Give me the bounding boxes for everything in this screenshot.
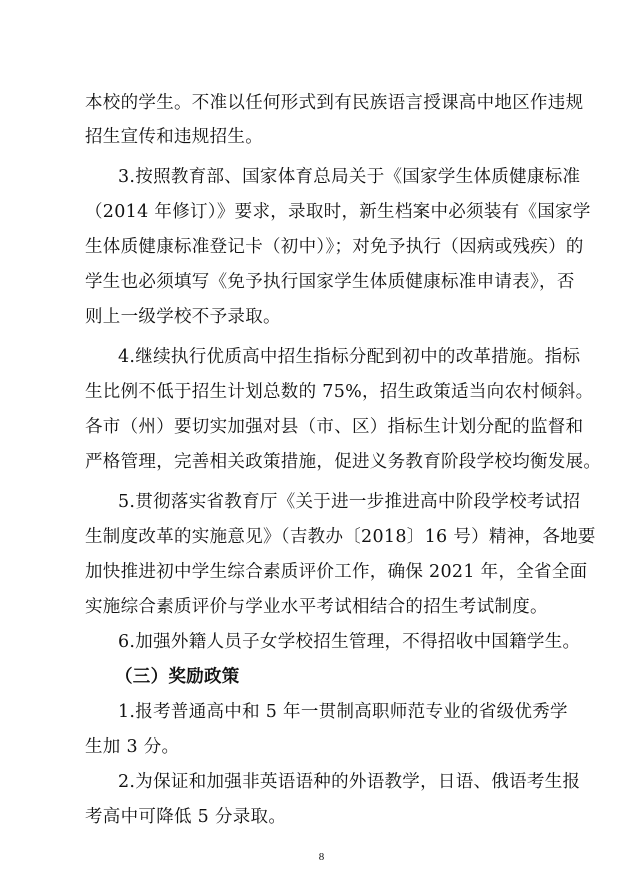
paragraph-first-line: 4.继续执行优质高中招生指标分配到初中的改革措施。指标 [118, 347, 581, 367]
text-line: 考高中可降低 5 分录取。 [85, 807, 287, 827]
page-number: 8 [318, 851, 325, 863]
text-line: 生体质健康标准登记卡（初中）》；对免予执行（因病或残疾）的 [85, 237, 584, 257]
paragraph-first-line: 2.为保证和加强非英语语种的外语教学，日语、俄语考生报 [118, 772, 581, 792]
text-line: 则上一级学校不予录取。 [85, 307, 281, 327]
text-line: 加快推进初中学生综合素质评价工作，确保 2021 年，全省全面 [85, 562, 588, 582]
paragraph-first-line: 6.加强外籍人员子女学校招生管理，不得招收中国籍学生。 [118, 632, 581, 652]
paragraph-first-line: 1.报考普通高中和 5 年一贯制高职师范专业的省级优秀学 [118, 702, 568, 722]
text-line: 生比例不低于招生计划总数的 75%，招生政策适当向农村倾斜。 [85, 382, 594, 402]
text-line: （2014 年修订）》要求，录取时，新生档案中必须装有《国家学 [85, 202, 591, 222]
text-line: 招生宣传和违规招生。 [85, 127, 263, 147]
text-line: 学生也必须填写《免予执行国家学生体质健康标准申请表》，否 [85, 272, 575, 292]
text-line: 各市（州）要切实加强对县（市、区）指标生计划分配的监督和 [85, 417, 584, 437]
text-line: 本校的学生。不准以任何形式到有民族语言授课高中地区作违规 [85, 93, 584, 113]
text-line: 实施综合素质评价与学业水平考试相结合的招生考试制度。 [85, 597, 548, 617]
text-line: 严格管理，完善相关政策措施，促进义务教育阶段学校均衡发展。 [85, 452, 602, 472]
section-heading: （三）奖励政策 [115, 667, 240, 687]
text-line: 生制度改革的实施意见》（吉教办〔2018〕16 号）精神，各地要 [85, 527, 596, 547]
paragraph-first-line: 3.按照教育部、国家体育总局关于《国家学生体质健康标准 [118, 167, 581, 187]
text-line: 生加 3 分。 [85, 737, 180, 757]
paragraph-first-line: 5.贯彻落实省教育厅《关于进一步推进高中阶段学校考试招 [118, 492, 581, 512]
